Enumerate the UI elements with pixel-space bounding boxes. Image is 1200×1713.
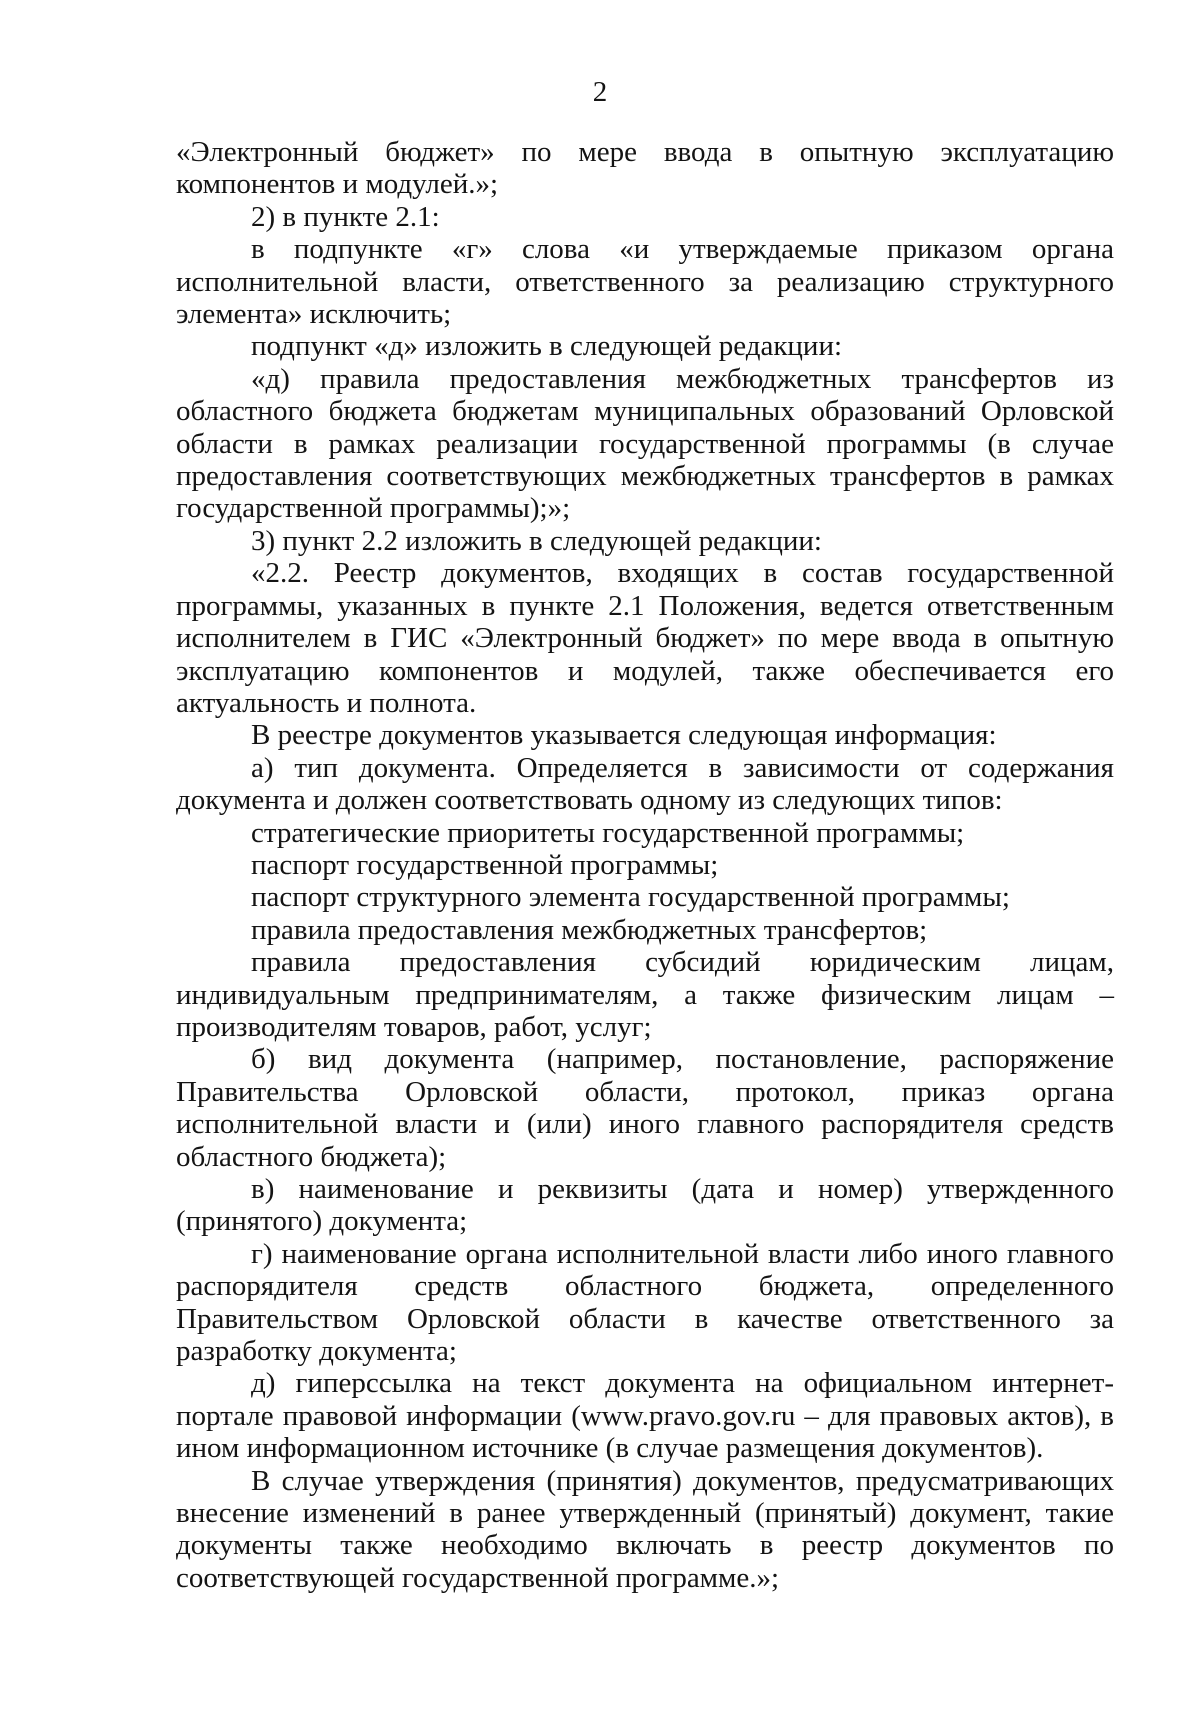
paragraph: а) тип документа. Определяется в зависимости от содержания документа и должен соответствовать одному из следующих типов: (176, 751, 1114, 817)
list-item: паспорт структурного элемента государственной программы; (251, 881, 1010, 914)
paragraph: б) вид документа (например, постановление, распоряжение Правительства Орловской области, протокол, приказ органа исполнительной власти и (или) иного главного распорядителя средств областного бюджета); (176, 1043, 1114, 1173)
paragraph: 3) пункт 2.2 изложить в следующей редакции: (251, 524, 822, 557)
document-body (176, 136, 1114, 1594)
paragraph: в) наименование и реквизиты (дата и номер) утвержденного (принятого) документа; (176, 1173, 1114, 1238)
paragraph: «Электронный бюджет» по мере ввода в опытную эксплуатацию компонентов и модулей.»; (176, 136, 1114, 201)
list-item: стратегические приоритеты государственной программы; (251, 816, 965, 849)
list-item: паспорт государственной программы; (251, 848, 719, 881)
paragraph: В случае утверждения (принятия) документов, предусматривающих внесение изменений в ранее утвержденный (принятый) документ, такие документы также необходимо включать в реестр документов по соответствующей государственной программе.»; (176, 1464, 1114, 1594)
list-item: правила предоставления субсидий юридическим лицам, индивидуальным предпринимателям, а также физическим лицам – производителям товаров, работ, услуг; (176, 946, 1114, 1043)
paragraph: «д) правила предоставления межбюджетных трансфертов из областного бюджета бюджетам муниципальных образований Орловской области в рамках реализации государственной программы (в случае предоставления соответствующих межбюджетных трансфертов в рамках государственной программы);»; (176, 362, 1114, 525)
paragraph: В реестре документов указывается следующая информация: (251, 719, 997, 752)
paragraph: г) наименование органа исполнительной власти либо иного главного распорядителя средств областного бюджета, определенного Правительством Орловской области в качестве ответственного за разработку документа; (176, 1237, 1114, 1368)
paragraph: 2) в пункте 2.1: (251, 200, 440, 233)
page-number: 2 (592, 76, 608, 108)
paragraph: «2.2. Реестр документов, входящих в состав государственной программы, указанных в пункте 2.1 Положения, ведется ответственным исполнителем в ГИС «Электронный бюджет» по мере ввода в опытную эксплуатацию компонентов и модулей, также обеспечивается его актуальность и полнота. (176, 557, 1114, 719)
paragraph: д) гиперссылка на текст документа на официальном интернет-портале правовой информации (www.pravo.gov.ru – для правовых актов), в ином информационном источнике (в случае размещения документов). (176, 1367, 1114, 1465)
paragraph: подпункт «д» изложить в следующей редакции: (251, 330, 843, 363)
list-item: правила предоставления межбюджетных трансфертов; (251, 913, 928, 946)
paragraph: в подпункте «г» слова «и утверждаемые приказом органа исполнительной власти, ответственного за реализацию структурного элемента» исключить; (176, 233, 1114, 331)
